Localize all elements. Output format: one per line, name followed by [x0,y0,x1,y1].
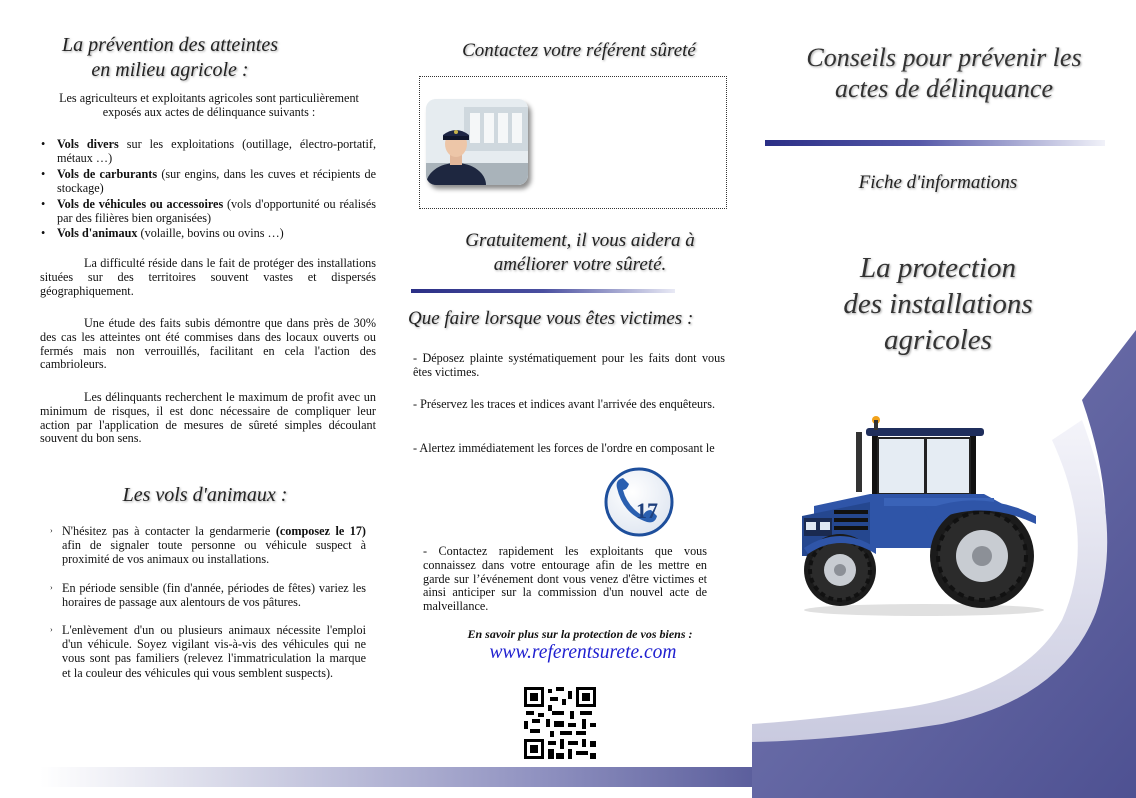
advice-alert: - Alertez immédiatement les forces de l'ordre en composant le [413,441,715,455]
theft-types-list [40,137,376,242]
list-item: › L'enlèvement d'un ou plusieurs animaux nécessite l'emploi d'un véhicule. Soyez vigilant vis-à-vis des véhicules qui ne vous sont pas familiers (relevez l'immatriculation la marque et la couleur des véhicules qui vous semblent suspects). [50,623,366,680]
animal-advice-list [50,524,366,694]
bottom-band [40,767,756,787]
arrow-bullet-icon: › [50,582,53,592]
victims-title: Que faire lorsque vous êtes victimes : [408,308,694,329]
info-sheet-label: Fiche d'informations [858,172,1018,193]
right-panel [752,0,1136,798]
phone-17-icon [603,466,675,538]
officer-photo [426,99,528,185]
study-paragraph: Une étude des faits subis démontre que dans près de 30% des cas les atteintes ont été commises dans des locaux ouverts ou fermés mais non verrouillés, facilitant en cela l'action des cambrioleurs. [40,316,376,372]
advice-complaint: - Déposez plainte systématiquement pour les faits dont vous êtes victimes. [413,351,725,379]
brochure-title: Conseils pour prévenir les actes de délinquance [806,43,1082,103]
list-item: › En période sensible (fin d'année, périodes de fêtes) variez les horaires de passage aux alentours de vos pâtures. [50,580,366,609]
contact-title: Contactez votre référent sûreté [462,40,696,61]
advice-traces: - Préservez les traces et indices avant l'arrivée des enquêteurs. [413,397,716,411]
offenders-paragraph: Les délinquants recherchent le maximum de profit avec un minimum de risques, il est donc nécessaire de compliquer leur action par l'application de mesures de sûreté simples découlant souvent du bon sens. [40,390,376,446]
list-item: • Vols d'animaux (volaille, bovins ou ovins …) [40,226,376,240]
left-panel [0,0,388,798]
list-item: • Vols divers sur les exploitations (outillage, électro-portatif, métaux …) [40,137,376,166]
tractor-image [774,398,1060,618]
protection-title: La protection des installations agricoles [843,252,1033,356]
arrow-bullet-icon: › [50,625,53,635]
divider [765,140,1105,146]
intro-text: Les agriculteurs et exploitants agricoles sont particulièrement exposés aux actes de délinquance suivants : [59,91,359,119]
website-link[interactable]: www.referentsurete.com [489,642,677,663]
list-item: • Vols de véhicules ou accessoires (vols d'opportunité ou réalisés par des filières bien organisées) [40,197,376,226]
arrow-bullet-icon: › [50,526,53,535]
prevention-title: La prévention des atteintes en milieu agricole : [61,34,279,81]
advice-warn-neighbors: - Contactez rapidement les exploitants que vous connaissez dans votre entourage afin de les mettre en garde sur l’événement dont vous venez d'être victimes et ainsi anticiper sur la commission d'un nouvel acte de malveillance. [423,544,707,614]
list-item: › N'hésitez pas à contacter la gendarmerie (composez le 17) afin de signaler toute personne ou véhicule suspect à proximité de vos animaux ou installations. [50,524,366,567]
animal-theft-title: Les vols d'animaux : [122,484,288,506]
qr-code-icon [524,687,596,759]
difficulty-paragraph: La difficulté réside dans le fait de protéger des installations situées sur des territoires souvent vastes et dispersés géographiquement. [40,256,376,298]
list-item: • Vols de carburants (sur engins, dans les cuves et récipients de stockage) [40,167,376,196]
divider [411,289,675,293]
contact-box [419,76,727,209]
more-info-text: En savoir plus sur la protection de vos biens : [467,627,693,641]
middle-panel [400,0,740,798]
free-help-text: Gratuitement, il vous aidera à améliorer votre sûreté. [465,230,695,275]
phone-number: 17 [636,498,658,523]
